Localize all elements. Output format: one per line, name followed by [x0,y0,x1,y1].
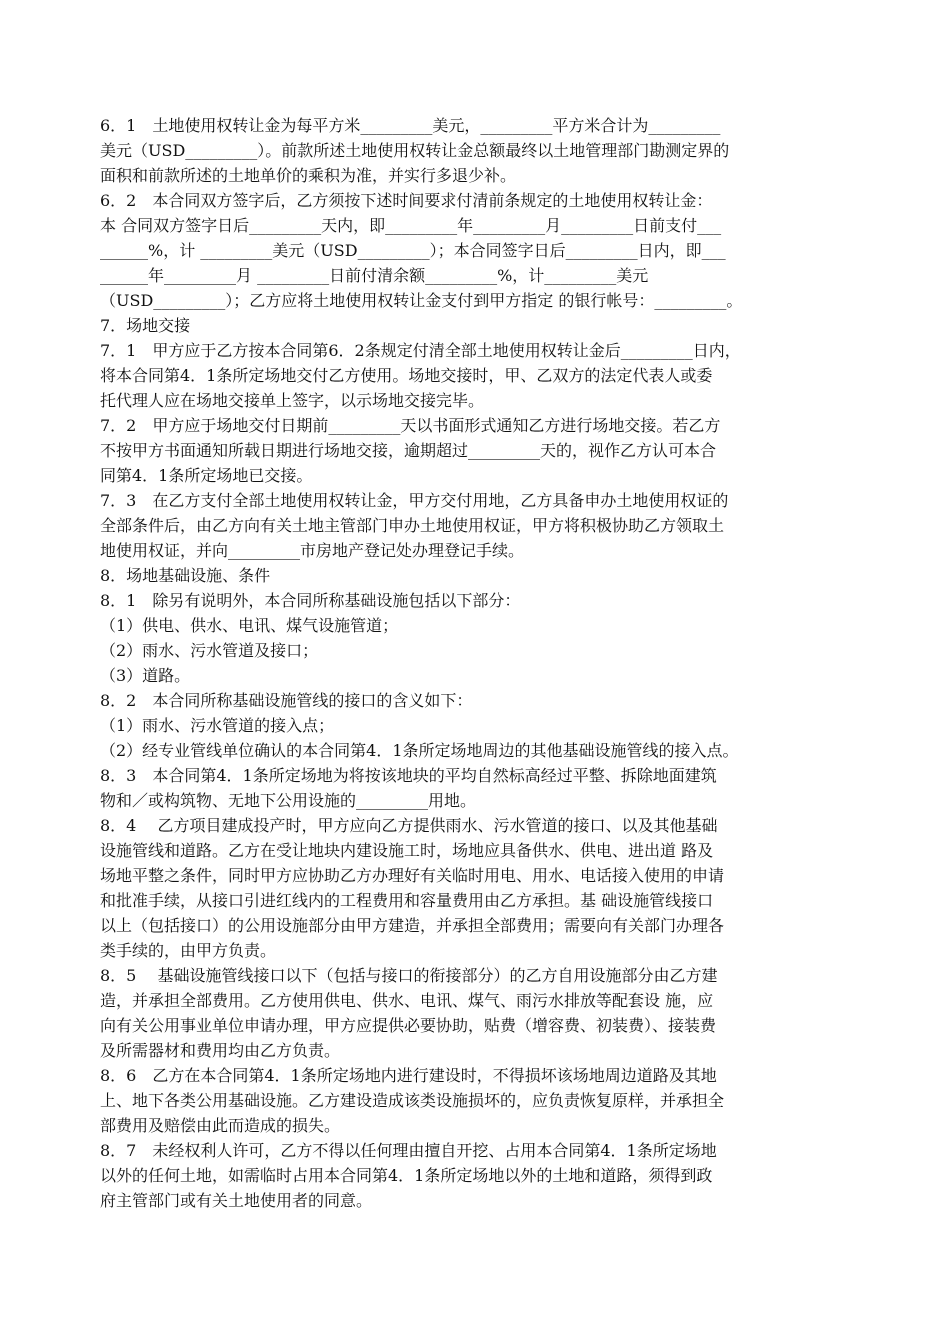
text-line-43: 以外的任何土地，如需临时占用本合同第4．1条所定场地以外的土地和道路，须得到政 [100,1166,713,1185]
text-line-38: 及所需器材和费用均由乙方负责。 [100,1041,341,1060]
text-line-39: 8．6 乙方在本合同第4．1条所定场地内进行建设时，不得损坏该场地周边道路及其地 [100,1066,717,1085]
text-line-24: 8．2 本合同所称基础设施管线的接口的含义如下： [100,691,473,710]
text-line-10: 7．1 甲方应于乙方按本合同第6．2条规定付清全部土地使用权转让金后_________日内， [100,341,741,360]
text-line-13: 7．2 甲方应于场地交付日期前_________天以书面形式通知乙方进行场地交接。若乙方 [100,416,721,435]
text-line-18: 地使用权证，并向_________市房地产登记处办理登记手续。 [100,541,525,560]
text-line-8: （USD_________）；乙方应将土地使用权转让金支付到甲方指定 的银行帐号：_________。 [100,291,743,310]
text-line-41: 部费用及赔偿由此而造成的损失。 [100,1116,341,1135]
section-heading-7: 7．场地交接 [100,316,191,335]
text-line-11: 将本合同第4．1条所定场地交付乙方使用。场地交接时，甲、乙双方的法定代表人或委 [100,366,713,385]
contract-page [100,113,860,1213]
text-line-29: 8．4 乙方项目建成投产时，甲方应向乙方提供雨水、污水管道的接口、以及其他基础 [100,816,718,835]
text-line-21: （1）供电、供水、电讯、煤气设施管道； [100,616,399,635]
text-line-3: 面积和前款所述的土地单价的乘积为准，并实行多退少补。 [100,166,517,185]
text-line-7: ______年_________月 _________日前付清余额_________%，计_________美元 [100,266,649,285]
text-line-14: 不按甲方书面通知所载日期进行场地交接，逾期超过_________天的，视作乙方认可本合 [100,441,717,460]
text-line-37: 向有关公用事业单位申请办理，甲方应提供必要协助，贴费（增容费、初装费）、接装费 [100,1016,717,1035]
text-line-33: 以上（包括接口）的公用设施部分由甲方建造，并承担全部费用；需要向有关部门办理各 [100,916,725,935]
text-line-26: （2）经专业管线单位确认的本合同第4．1条所定场地周边的其他基础设施管线的接入点。 [100,741,739,760]
text-line-1: 6．1 土地使用权转让金为每平方米_________美元，_________平方米合计为_________ [100,116,721,135]
text-line-40: 上、地下各类公用基础设施。乙方建设造成该类设施损坏的，应负责恢复原样，并承担全 [100,1091,725,1110]
text-line-27: 8．3 本合同第4．1条所定场地为将按该地块的平均自然标高经过平整、拆除地面建筑 [100,766,717,785]
text-line-36: 造，并承担全部费用。乙方使用供电、供水、电讯、煤气、雨污水排放等配套设 施，应 [100,991,714,1010]
text-line-25: （1）雨水、污水管道的接入点； [100,716,335,735]
text-line-35: 8．5 基础设施管线接口以下（包括与接口的衔接部分）的乙方自用设施部分由乙方建 [100,966,718,985]
text-line-44: 府主管部门或有关土地使用者的同意。 [100,1191,373,1210]
section-heading-8: 8．场地基础设施、条件 [100,566,271,585]
text-line-2: 美元（USD_________）。前款所述土地使用权转让金总额最终以土地管理部门勘测定界的 [100,141,730,160]
text-line-6: ______%，计 _________美元（USD_________）；本合同签字日后_________日内，即___ [100,241,726,260]
text-line-15: 同第4．1条所定场地已交接。 [100,466,313,485]
text-line-34: 类手续的，由甲方负责。 [100,941,277,960]
text-line-42: 8．7 未经权利人许可，乙方不得以任何理由擅自开挖、占用本合同第4．1条所定场地 [100,1141,717,1160]
text-line-16: 7．3 在乙方支付全部土地使用权转让金，甲方交付用地，乙方具备申办土地使用权证的 [100,491,729,510]
text-line-23: （3）道路。 [100,666,191,685]
text-line-30: 设施管线和道路。乙方在受让地块内建设施工时，场地应具备供水、供电、进出道 路及 [100,841,714,860]
text-line-22: （2）雨水、污水管道及接口； [100,641,319,660]
text-line-5: 本 合同双方签字日后_________天内，即_________年_________月_________日前支付___ [100,216,722,235]
text-line-4: 6．2 本合同双方签字后，乙方须按下述时间要求付清前条规定的土地使用权转让金： [100,191,713,210]
text-line-31: 场地平整之条件，同时甲方应协助乙方办理好有关临时用电、用水、电话接入使用的申请 [100,866,725,885]
text-line-32: 和批准手续，从接口引进红线内的工程费用和容量费用由乙方承担。基 础设施管线接口 [100,891,714,910]
text-line-17: 全部条件后，由乙方向有关土地主管部门申办土地使用权证，甲方将积极协助乙方领取土 [100,516,725,535]
text-line-12: 托代理人应在场地交接单上签字，以示场地交接完毕。 [100,391,485,410]
text-line-28: 物和／或构筑物、无地下公用设施的_________用地。 [100,791,477,810]
text-line-20: 8．1 除另有说明外，本合同所称基础设施包括以下部分： [100,591,521,610]
